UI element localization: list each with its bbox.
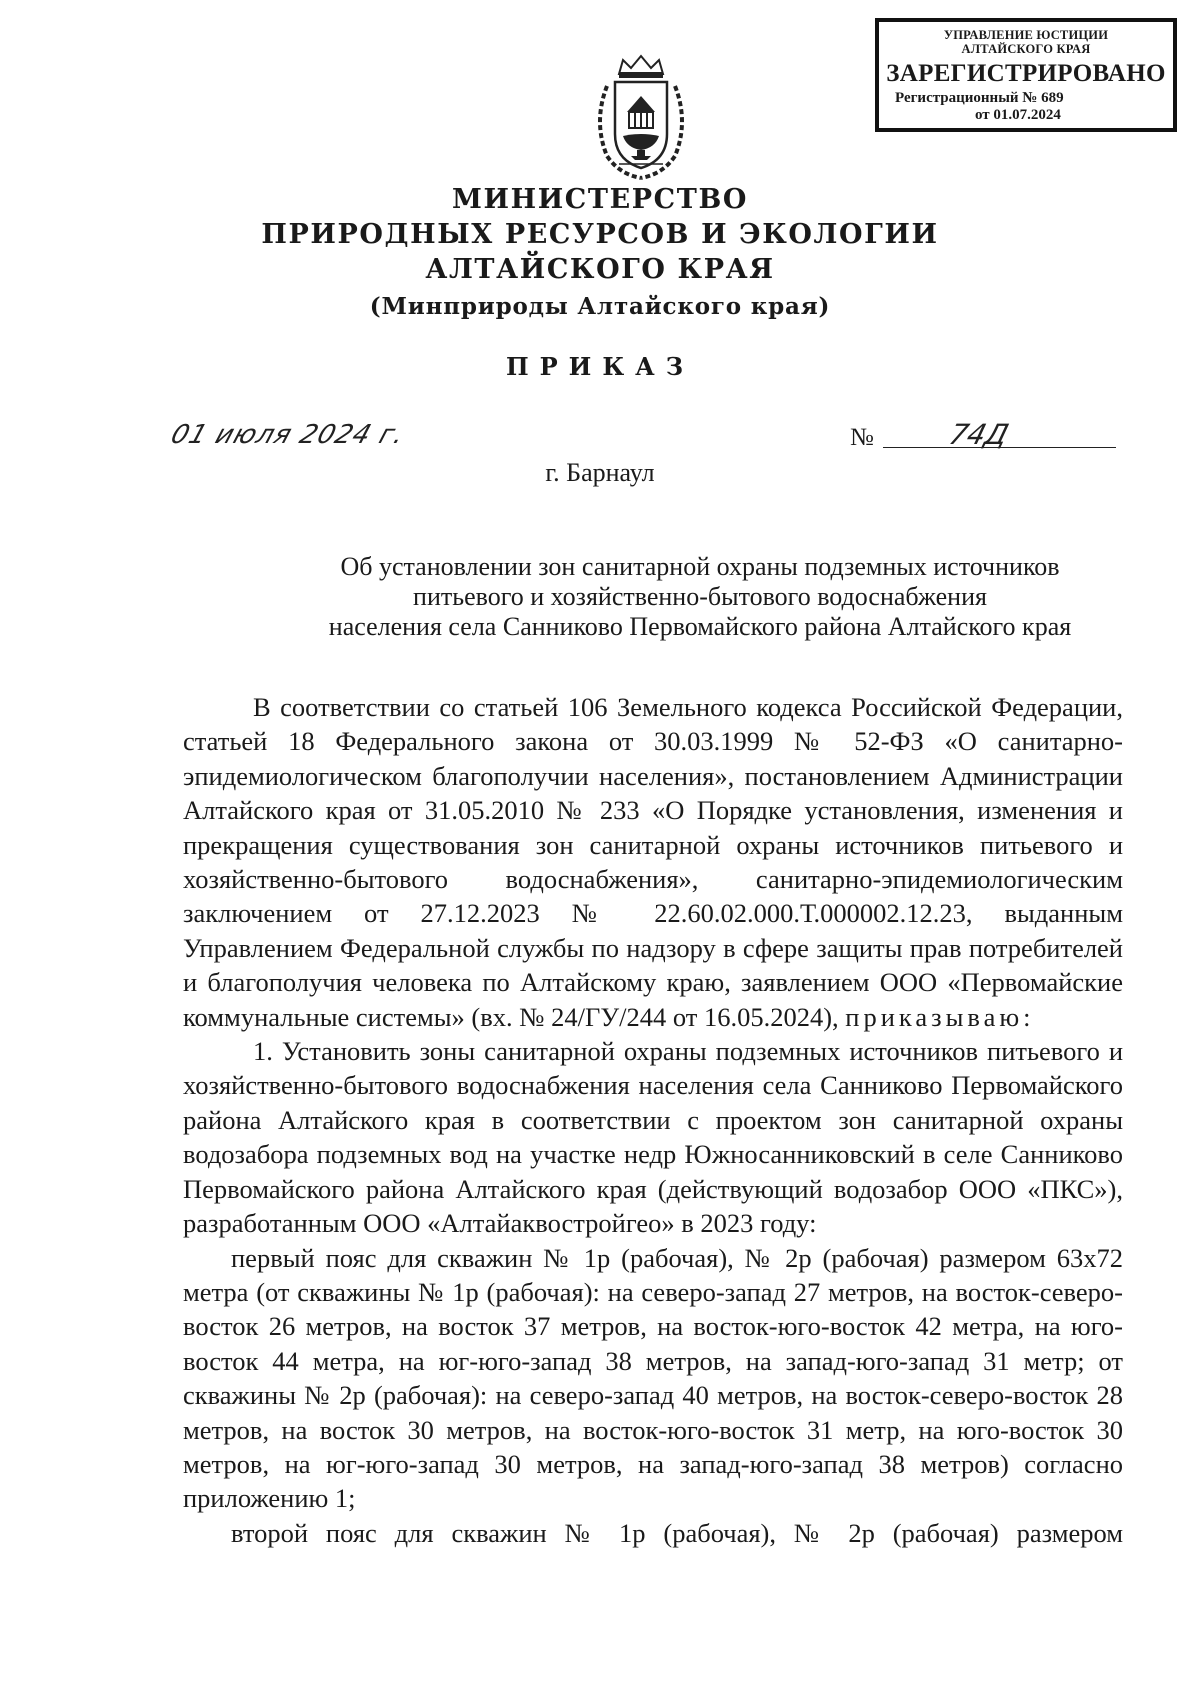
title-line2: питьевого и хозяйственно-бытового водоснабжения (413, 582, 987, 611)
city: г. Барнаул (545, 458, 655, 487)
ministry-short-name: (Минприроды Алтайского края) (369, 293, 831, 320)
document-title (240, 552, 1160, 642)
ministry-header (0, 182, 1200, 325)
stamp-authority-line1: УПРАВЛЕНИЕ ЮСТИЦИИ (943, 28, 1109, 42)
coat-of-arms-emblem (589, 52, 693, 184)
title-line1: Об установлении зон санитарной охраны подземных источников (340, 552, 1060, 581)
order-verb: приказываю: (845, 1001, 1035, 1032)
ministry-line1: МИНИСТЕРСТВО (451, 184, 748, 215)
order-number-sign: № (850, 424, 874, 451)
stamp-authority-line2: АЛТАЙСКОГО КРАЯ (961, 42, 1091, 56)
order-word: ПРИКАЗ (505, 352, 695, 381)
preamble-paragraph (183, 690, 1123, 1034)
handwritten-date: 01 июля 2024 г. (167, 420, 409, 450)
document-body (183, 690, 1123, 1550)
preamble-text: В соответствии со статьей 106 Земельного кодекса Российской Федерации, статьей 18 Федерального закона от 30.03.1999 № 52-ФЗ «О санитарно-эпидемиологическом благополучии населения», постановлением Администрации Алтайского края от 31.05.2010 № 233 «О Порядке установления, изменения и прекращения существования зон санитарной охраны источников питьевого и хозяйственно-бытового водоснабжения», санитарно-эпидемиологическим заключением от 27.12.2023 № 22.60.02.000.Т.000002.12.23, выданным Управлением Федеральной службы по надзору в сфере защиты прав потребителей и благополучия человека по Алтайскому краю, заявлением ООО «Первомайские коммунальные системы» (вх. № 24/ГУ/244 от 16.05.2024), (183, 692, 1123, 1032)
stamp-reg-number: Регистрационный № 689 (895, 90, 1064, 106)
handwritten-order-number: 74Д (945, 418, 1012, 451)
ministry-line2: ПРИРОДНЫХ РЕСУРСОВ И ЭКОЛОГИИ (261, 219, 939, 250)
item1-paragraph: 1. Установить зоны санитарной охраны подземных источников питьевого и хозяйственно-бытового водоснабжения населения села Санниково Первомайского района Алтайского края в соответствии с проектом зон санитарной охраны водозабора подземных вод на участке недр Южносанниковский в селе Санниково Первомайского района Алтайского края (действующий водозабор ООО «ПКС»), разработанным ООО «Алтайаквостройгео» в 2023 году: (183, 1036, 1123, 1239)
belt2-paragraph: второй пояс для скважин № 1р (рабочая), № 2р (рабочая) размером (231, 1517, 1123, 1548)
registration-stamp (875, 18, 1177, 132)
ministry-line3: АЛТАЙСКОГО КРАЯ (425, 254, 775, 285)
stamp-reg-date: от 01.07.2024 (975, 107, 1061, 123)
belt1-paragraph: первый пояс для скважин № 1р (рабочая), № 2р (рабочая) размером 63х72 метра (от скважины № 1р (рабочая): на северо-запад 27 метров, на восток-северо-восток 26 метров, на восток 37 метров, на восток-юго-восток 42 метра, на юго-восток 44 метра, на юг-юго-запад 38 метров, на запад-юго-запад 31 метр; от скважины № 2р (рабочая): на северо-запад 40 метров, на восток-северо-восток 28 метров, на восток 30 метров, на восток-юго-восток 31 метр, на юго-восток 30 метров, на юг-юго-запад 30 метров, на запад-юго-запад 38 метров) согласно приложению 1; (183, 1242, 1123, 1514)
title-line3: населения села Санниково Первомайского района Алтайского края (328, 612, 1072, 641)
stamp-status: ЗАРЕГИСТРИРОВАНО (886, 60, 1166, 87)
